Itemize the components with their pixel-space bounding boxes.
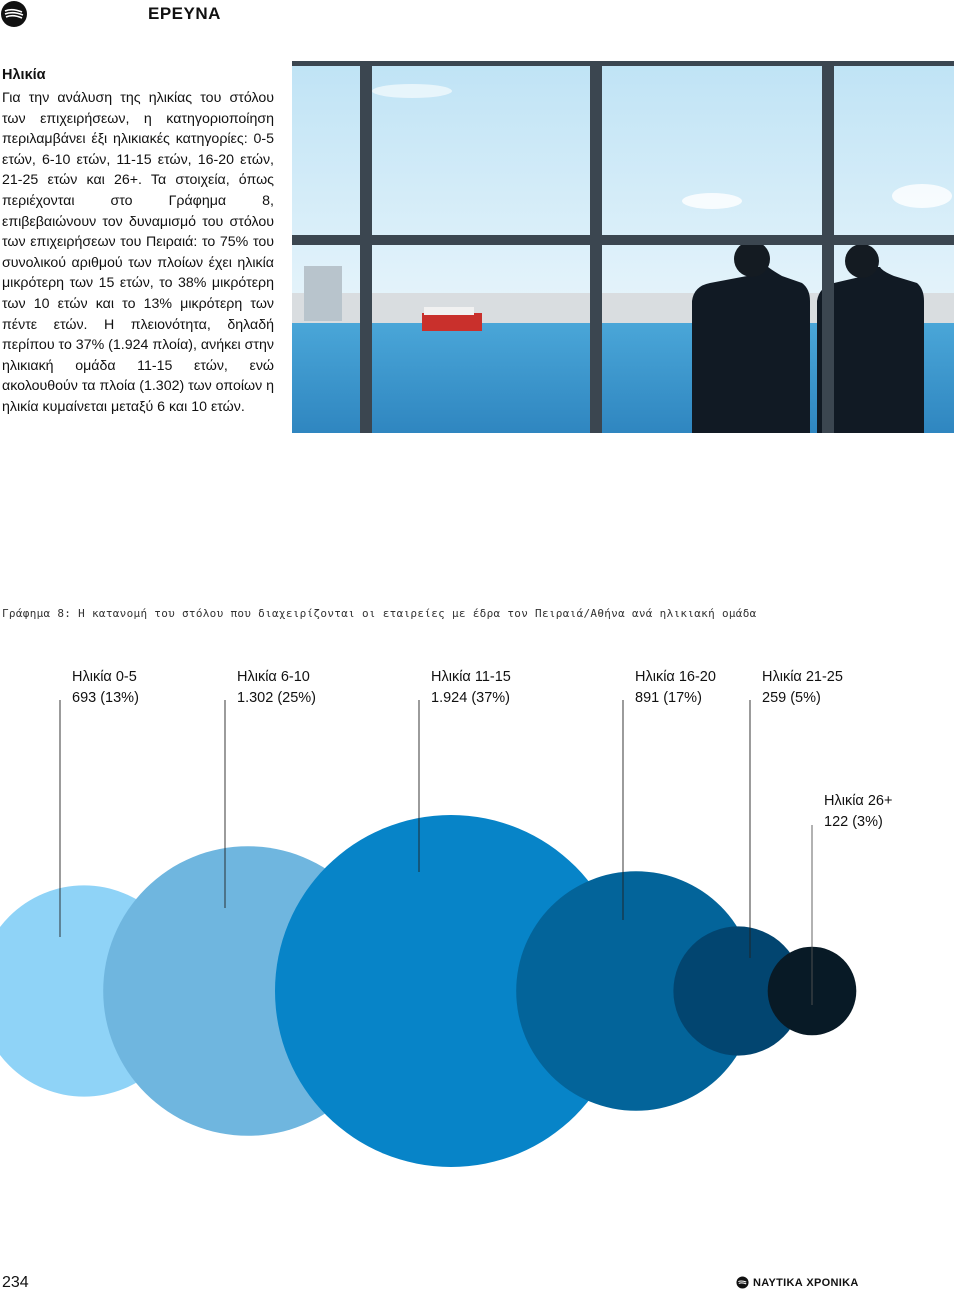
value-label-3: 1.924 (37%) <box>431 690 510 706</box>
section-title: ΕΡΕΥΝΑ <box>148 4 221 23</box>
value-label-5: 259 (5%) <box>762 690 821 706</box>
category-label-5: Ηλικία 21-25 <box>762 669 843 685</box>
category-label-1: Ηλικία 0-5 <box>72 669 137 685</box>
bubble-chart <box>0 640 954 1200</box>
harbor-photo <box>292 61 954 433</box>
value-label-1: 693 (13%) <box>72 690 139 706</box>
chart-caption: Γράφημα 8: Η κατανομή του στόλου που διαχειρίζονται οι εταιρείες με έδρα τον Πειραιά/Αθήνα ανά ηλικιακή ομάδα <box>2 607 757 620</box>
category-label-2: Ηλικία 6-10 <box>237 669 310 685</box>
wave-logo-icon <box>0 0 28 28</box>
footer-brand <box>736 1276 859 1289</box>
page-number: 234 <box>2 1274 29 1291</box>
category-label-6: Ηλικία 26+ <box>824 793 893 809</box>
article-paragraph: Για την ανάλυση της ηλικίας του στόλου των επιχειρήσεων, η κατηγοριοποίηση περιλαμβάνει έξι ηλικιακές κατηγορίες: 0-5 ετών, 6-10 ετών, 11-15 ετών, 16-20 ετών, 21-25 ετών και 26+. Τα στοιχεία, όπως περιέχονται στο Γράφημα 8, επιβεβαιώνουν τον δυναμισμό του στόλου των επιχειρήσεων του Πειραιά: το 75% του συνολικού αριθμού των πλοίων έχει ηλικία μικρότερη των 15 ετών, το 38% μικρότερη των 10 ετών και το 13% μικρότερη των πέντε ετών. Η πλειονότητα, δηλαδή περίπου το 37% (1.924 πλοία), ανήκει στην ηλικιακή ομάδα 11-15 ετών, ενώ ακολουθούν τα πλοία (1.302) των οποίων η ηλικία κυμαίνεται μεταξύ 6 και 10 ετών. <box>2 90 274 415</box>
value-label-4: 891 (17%) <box>635 690 702 706</box>
category-label-3: Ηλικία 11-15 <box>431 669 511 685</box>
category-label-4: Ηλικία 16-20 <box>635 669 716 685</box>
article-heading: Ηλικία <box>2 67 46 83</box>
wave-logo-icon <box>736 1276 749 1289</box>
brand-name: ΝΑΥΤΙΚΑ ΧΡΟΝΙΚΑ <box>753 1276 859 1289</box>
value-label-2: 1.302 (25%) <box>237 690 316 706</box>
value-label-6: 122 (3%) <box>824 814 883 830</box>
